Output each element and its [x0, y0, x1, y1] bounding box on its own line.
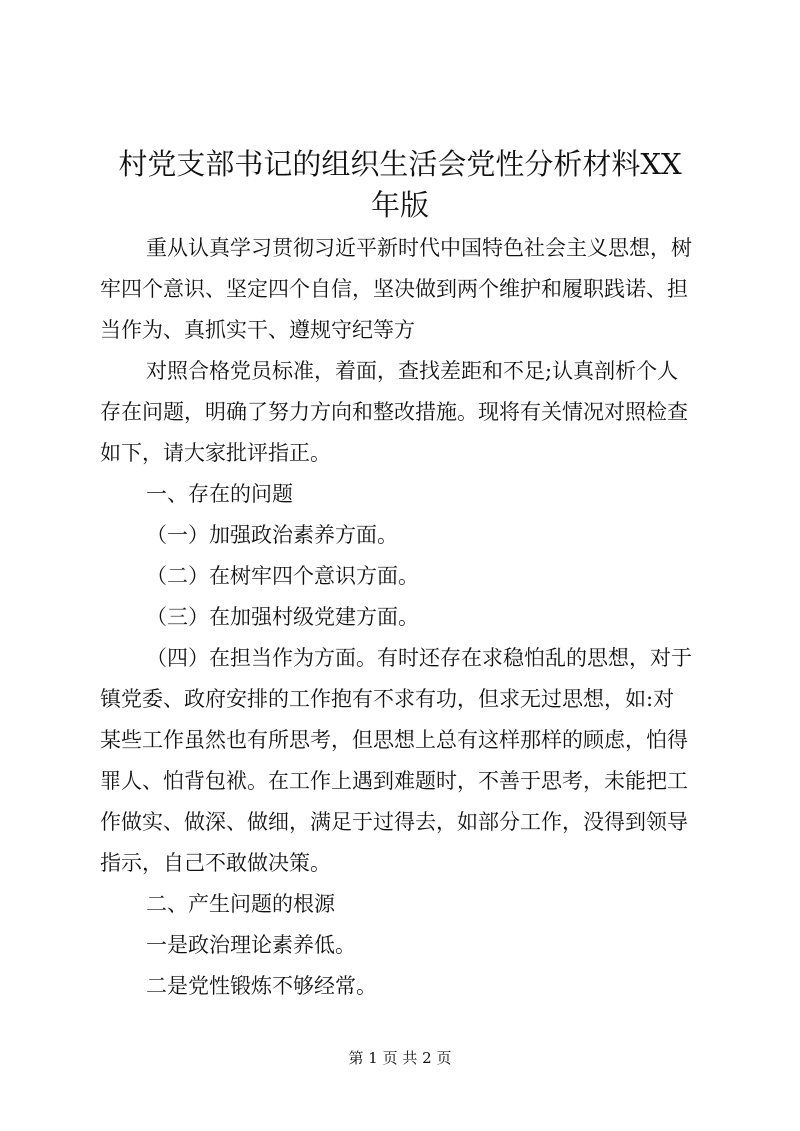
document-title-line-2: 年版: [370, 188, 429, 222]
body-text-line: 当作为、真抓实干、遵规守纪等方: [100, 318, 415, 342]
body-text-line: 二是党性锻炼不够经常。: [146, 974, 377, 998]
body-text-line: 牢四个意识、坚定四个自信，坚决做到两个维护和履职践诺、担: [100, 277, 688, 301]
body-text-line: 如下，请大家批评指正。: [100, 441, 331, 465]
body-text-line: 对照合格党员标准，着面，查找差距和不足;认真剖析个人: [146, 359, 679, 383]
page-number-footer: 第 1 页 共 2 页: [348, 1049, 452, 1067]
subsection-heading: （一）加强政治素养方面。: [146, 523, 398, 547]
document-title-line-1: 村党支部书记的组织生活会党性分析材料XX: [118, 147, 682, 181]
body-text-line: 镇党委、政府安排的工作抱有不求有功，但求无过思想，如:对: [100, 687, 675, 711]
body-text-line: 指示，自己不敢做决策。: [100, 851, 331, 875]
body-text-line: 罪人、怕背包袱。在工作上遇到难题时，不善于思考，未能把工: [100, 769, 688, 793]
body-text-line: 重从认真学习贯彻习近平新时代中国特色社会主义思想，树: [146, 236, 692, 260]
body-text-line: 一是政治理论素养低。: [146, 933, 356, 957]
subsection-heading: （三）在加强村级党建方面。: [146, 605, 419, 629]
body-text-line: （四）在担当作为方面。有时还存在求稳怕乱的思想，对于: [146, 646, 692, 670]
section-heading: 二、产生问题的根源: [146, 892, 335, 916]
body-text-line: 某些工作虽然也有所思考，但思想上总有这样那样的顾虑，怕得: [100, 728, 688, 752]
subsection-heading: （二）在树牢四个意识方面。: [146, 564, 419, 588]
body-text-line: 作做实、做深、做细，满足于过得去，如部分工作，没得到领导: [100, 810, 688, 834]
section-heading: 一、存在的问题: [146, 482, 293, 506]
body-text-line: 存在问题，明确了努力方向和整改措施。现将有关情况对照检查: [100, 400, 688, 424]
